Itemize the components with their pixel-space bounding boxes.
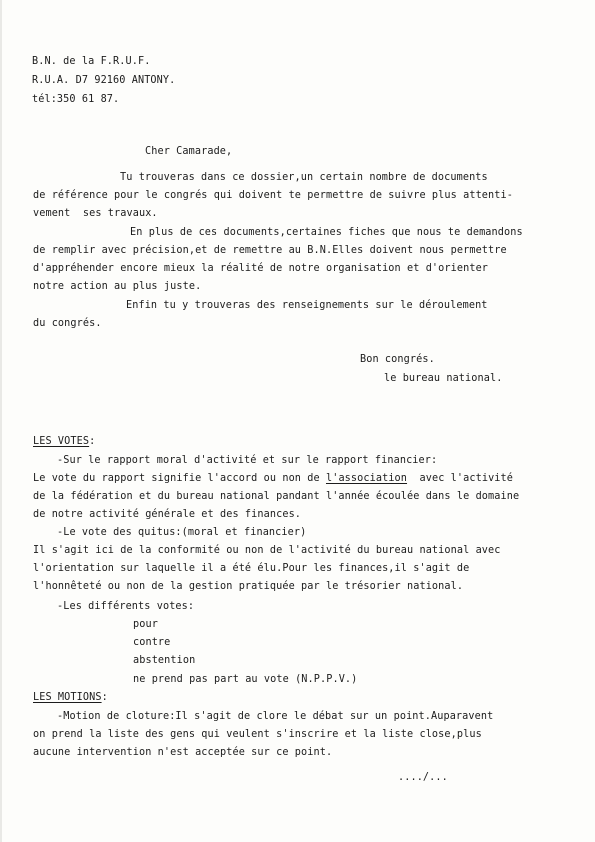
- text-fragment: Le vote du rapport signifie l'accord ou non de: [33, 473, 326, 484]
- motions-heading-colon: :: [101, 692, 108, 703]
- vote-item-2-line: Il s'agit ici de la conformité ou non de l'activité du bureau national avec: [33, 545, 501, 556]
- paragraph-2-line: d'appréhender encore mieux la réalité de notre organisation et d'orienter: [33, 263, 489, 274]
- votes-heading-text: LES VOTES: [33, 436, 90, 447]
- vote-item-1-line: de notre activité générale et des finances.: [33, 509, 302, 520]
- paragraph-1-line: Tu trouveras dans ce dossier,un certain nombre de documents: [120, 172, 488, 183]
- text-fragment: avec l'activité: [407, 473, 513, 484]
- vote-item-1-line: de la fédération et du bureau national pandant l'année écoulée dans le domaine: [33, 491, 520, 502]
- paragraph-2-line: de remplir avec précision,et de remettre au B.N.Elles doivent nous permettre: [33, 245, 507, 256]
- vote-option: contre: [133, 637, 171, 648]
- vote-option: ne prend pas part au vote (N.P.P.V.): [133, 674, 358, 685]
- motions-heading: [33, 692, 108, 704]
- closing-greeting: Bon congrés.: [360, 354, 435, 365]
- vote-item-1-text: [33, 473, 513, 485]
- closing-signature: le bureau national.: [384, 373, 503, 384]
- sender-phone: tél:350 61 87.: [32, 94, 120, 105]
- paragraph-2-line: notre action au plus juste.: [33, 281, 202, 292]
- salutation: Cher Camarade,: [145, 146, 233, 157]
- motion-line: aucune intervention n'est acceptée sur ce point.: [33, 747, 333, 758]
- sender-line-1: B.N. de la F.R.U.F.: [32, 56, 151, 67]
- paragraph-3-line: Enfin tu y trouveras des renseignements sur le déroulement: [126, 300, 488, 311]
- motion-line: -Motion de cloture:Il s'agit de clore le débat sur un point.Auparavent: [57, 711, 494, 722]
- continuation-mark: ..../...: [398, 772, 448, 783]
- paragraph-2-line: En plus de ces documents,certaines fiches que nous te demandons: [130, 227, 523, 238]
- motion-line: on prend la liste des gens qui veulent s'inscrire et la liste close,plus: [33, 729, 482, 740]
- underlined-word: l'association: [325, 473, 408, 484]
- vote-option: pour: [133, 619, 158, 630]
- vote-item-3: -Les différents votes:: [57, 601, 195, 612]
- paragraph-1-line: de référence pour le congrés qui doivent te permettre de suivre plus attenti-: [33, 190, 513, 201]
- vote-item-2-line: l'orientation sur laquelle il a été élu.Pour les finances,il s'agit de: [33, 563, 470, 574]
- paragraph-1-line: vement ses travaux.: [33, 208, 158, 219]
- vote-item-2-line: l'honnêteté ou non de la gestion pratiquée par le trésorier national.: [33, 581, 464, 592]
- vote-item-1: -Sur le rapport moral d'activité et sur le rapport financier:: [57, 455, 438, 466]
- sender-address: R.U.A. D7 92160 ANTONY.: [32, 75, 176, 86]
- vote-option: abstention: [133, 655, 196, 666]
- motions-heading-text: LES MOTIONS: [33, 692, 102, 703]
- vote-item-2: -Le vote des quitus:(moral et financier): [57, 527, 307, 538]
- votes-heading: [33, 436, 95, 448]
- votes-heading-colon: :: [89, 436, 96, 447]
- paragraph-3-line: du congrés.: [33, 318, 102, 329]
- page-edge: [0, 0, 2, 842]
